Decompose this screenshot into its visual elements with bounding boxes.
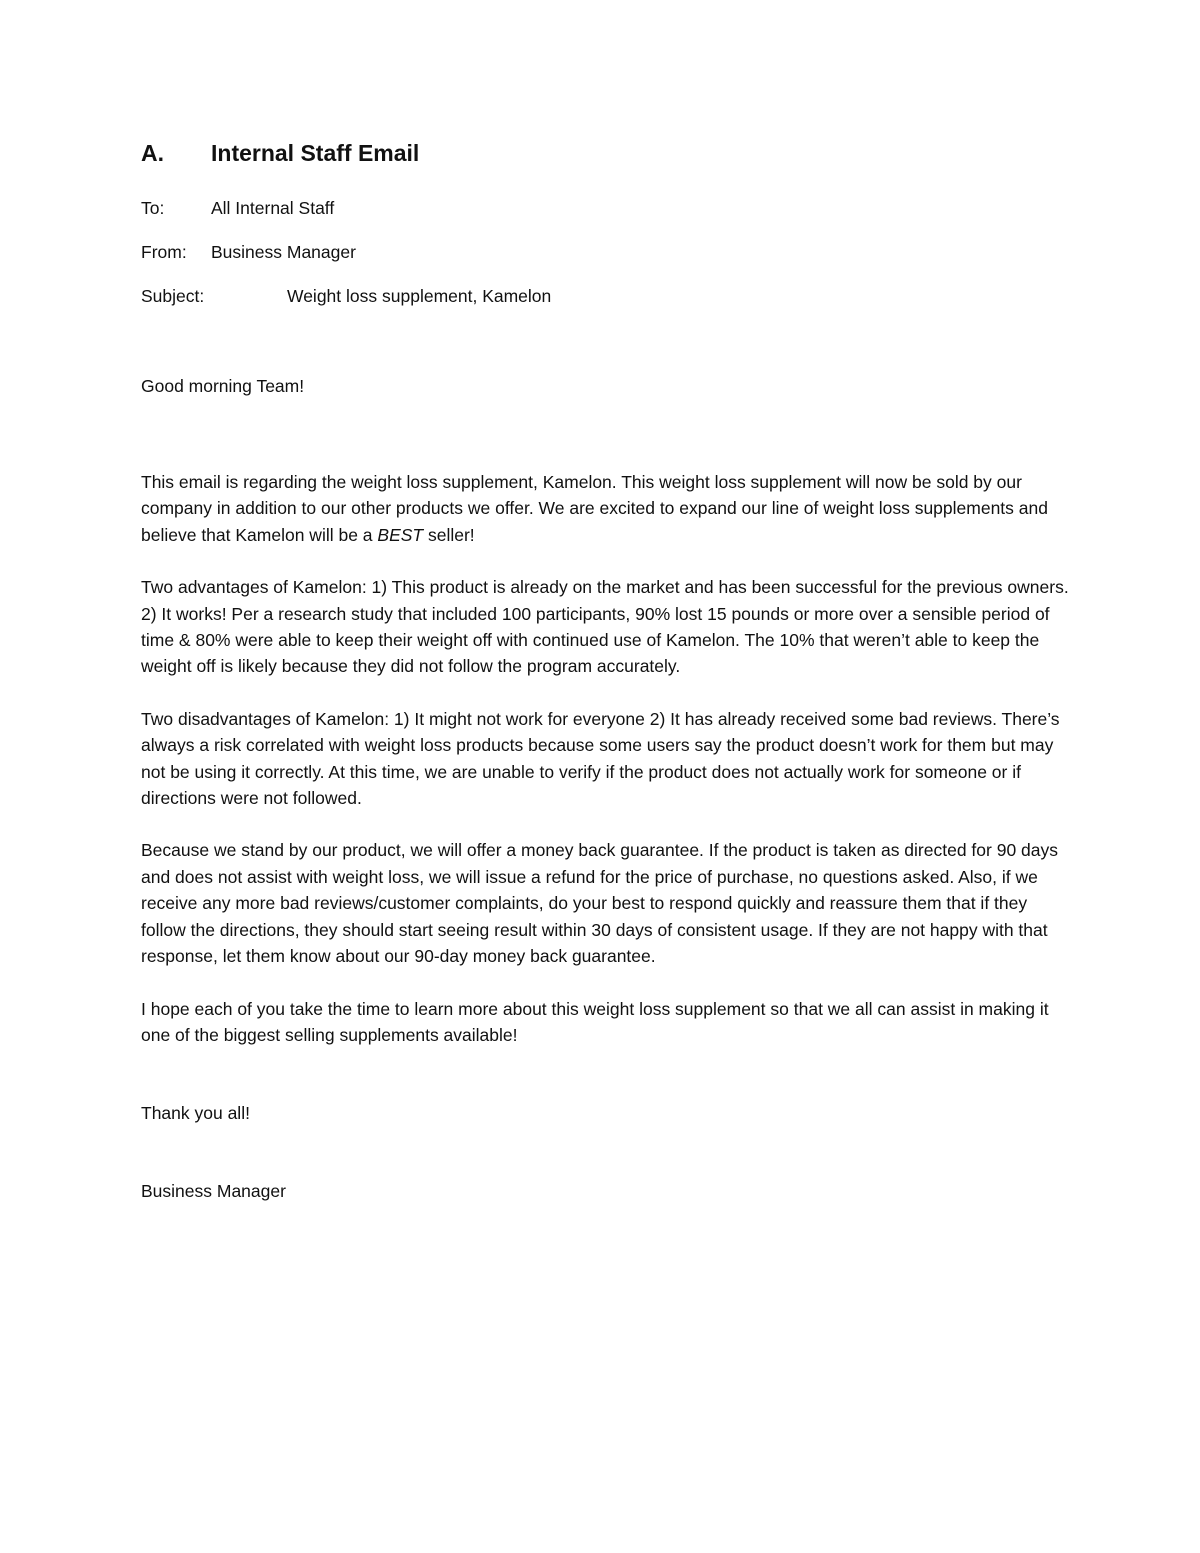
from-value: Business Manager	[211, 242, 356, 262]
greeting: Good morning Team!	[141, 376, 305, 396]
email-content	[141, 140, 1071, 1204]
intro-text: This email is regarding the weight loss supplement, Kamelon. This weight loss supplement will now be sold by our company in addition to our other products we offer. We are excited to expand our line of weight loss supplements and believe that Kamelon will be a	[141, 472, 1048, 545]
intro-text-end: seller!	[423, 524, 475, 545]
subject-field	[141, 284, 1071, 308]
to-label: To:	[141, 198, 165, 218]
advantages-paragraph: Two advantages of Kamelon: 1) This product is already on the market and has been successful for the previous owners. 2) It works! Per a research study that included 100 participants, 90% lost 15 pounds or more over a sensible period of time & 80% were able to keep their weight off with continued use of Kamelon. The 10% that weren’t able to keep the weight off is likely because they did not follow the program accurately.	[141, 577, 1069, 677]
from-label: From:	[141, 242, 187, 262]
section-title: Internal Staff Email	[211, 140, 420, 166]
intro-emphasis: BEST	[377, 524, 424, 545]
signature: Business Manager	[141, 1181, 286, 1202]
to-value: All Internal Staff	[211, 198, 335, 218]
closing: Thank you all!	[141, 1103, 250, 1124]
guarantee-paragraph: Because we stand by our product, we will offer a money back guarantee. If the product is taken as directed for 90 days and does not assist with weight loss, we will issue a refund for the price of purchase, no questions asked. Also, if we receive any more bad reviews/customer complaints, do your best to respond quickly and reassure them that if they follow the directions, they should start seeing result within 30 days of consistent usage. If they are not happy with that response, let them know about our 90-day money back guarantee.	[141, 840, 1058, 967]
subject-value: Weight loss supplement, Kamelon	[287, 286, 552, 306]
section-heading	[141, 140, 1071, 180]
section-number: A.	[141, 140, 164, 166]
hope-paragraph: I hope each of you take the time to learn more about this weight loss supplement so that we all can assist in making it one of the biggest selling supplements available!	[141, 998, 1049, 1045]
intro-paragraph	[141, 469, 1071, 548]
subject-label: Subject:	[141, 286, 205, 306]
to-field	[141, 196, 1071, 220]
disadvantages-paragraph: Two disadvantages of Kamelon: 1) It might not work for everyone 2) It has already received some bad reviews. There’s always a risk correlated with weight loss products because some users say the product doesn’t work for them but may not be using it correctly. At this time, we are unable to verify if the product does not actually work for someone or if directions were not followed.	[141, 708, 1060, 809]
from-field	[141, 240, 1071, 264]
